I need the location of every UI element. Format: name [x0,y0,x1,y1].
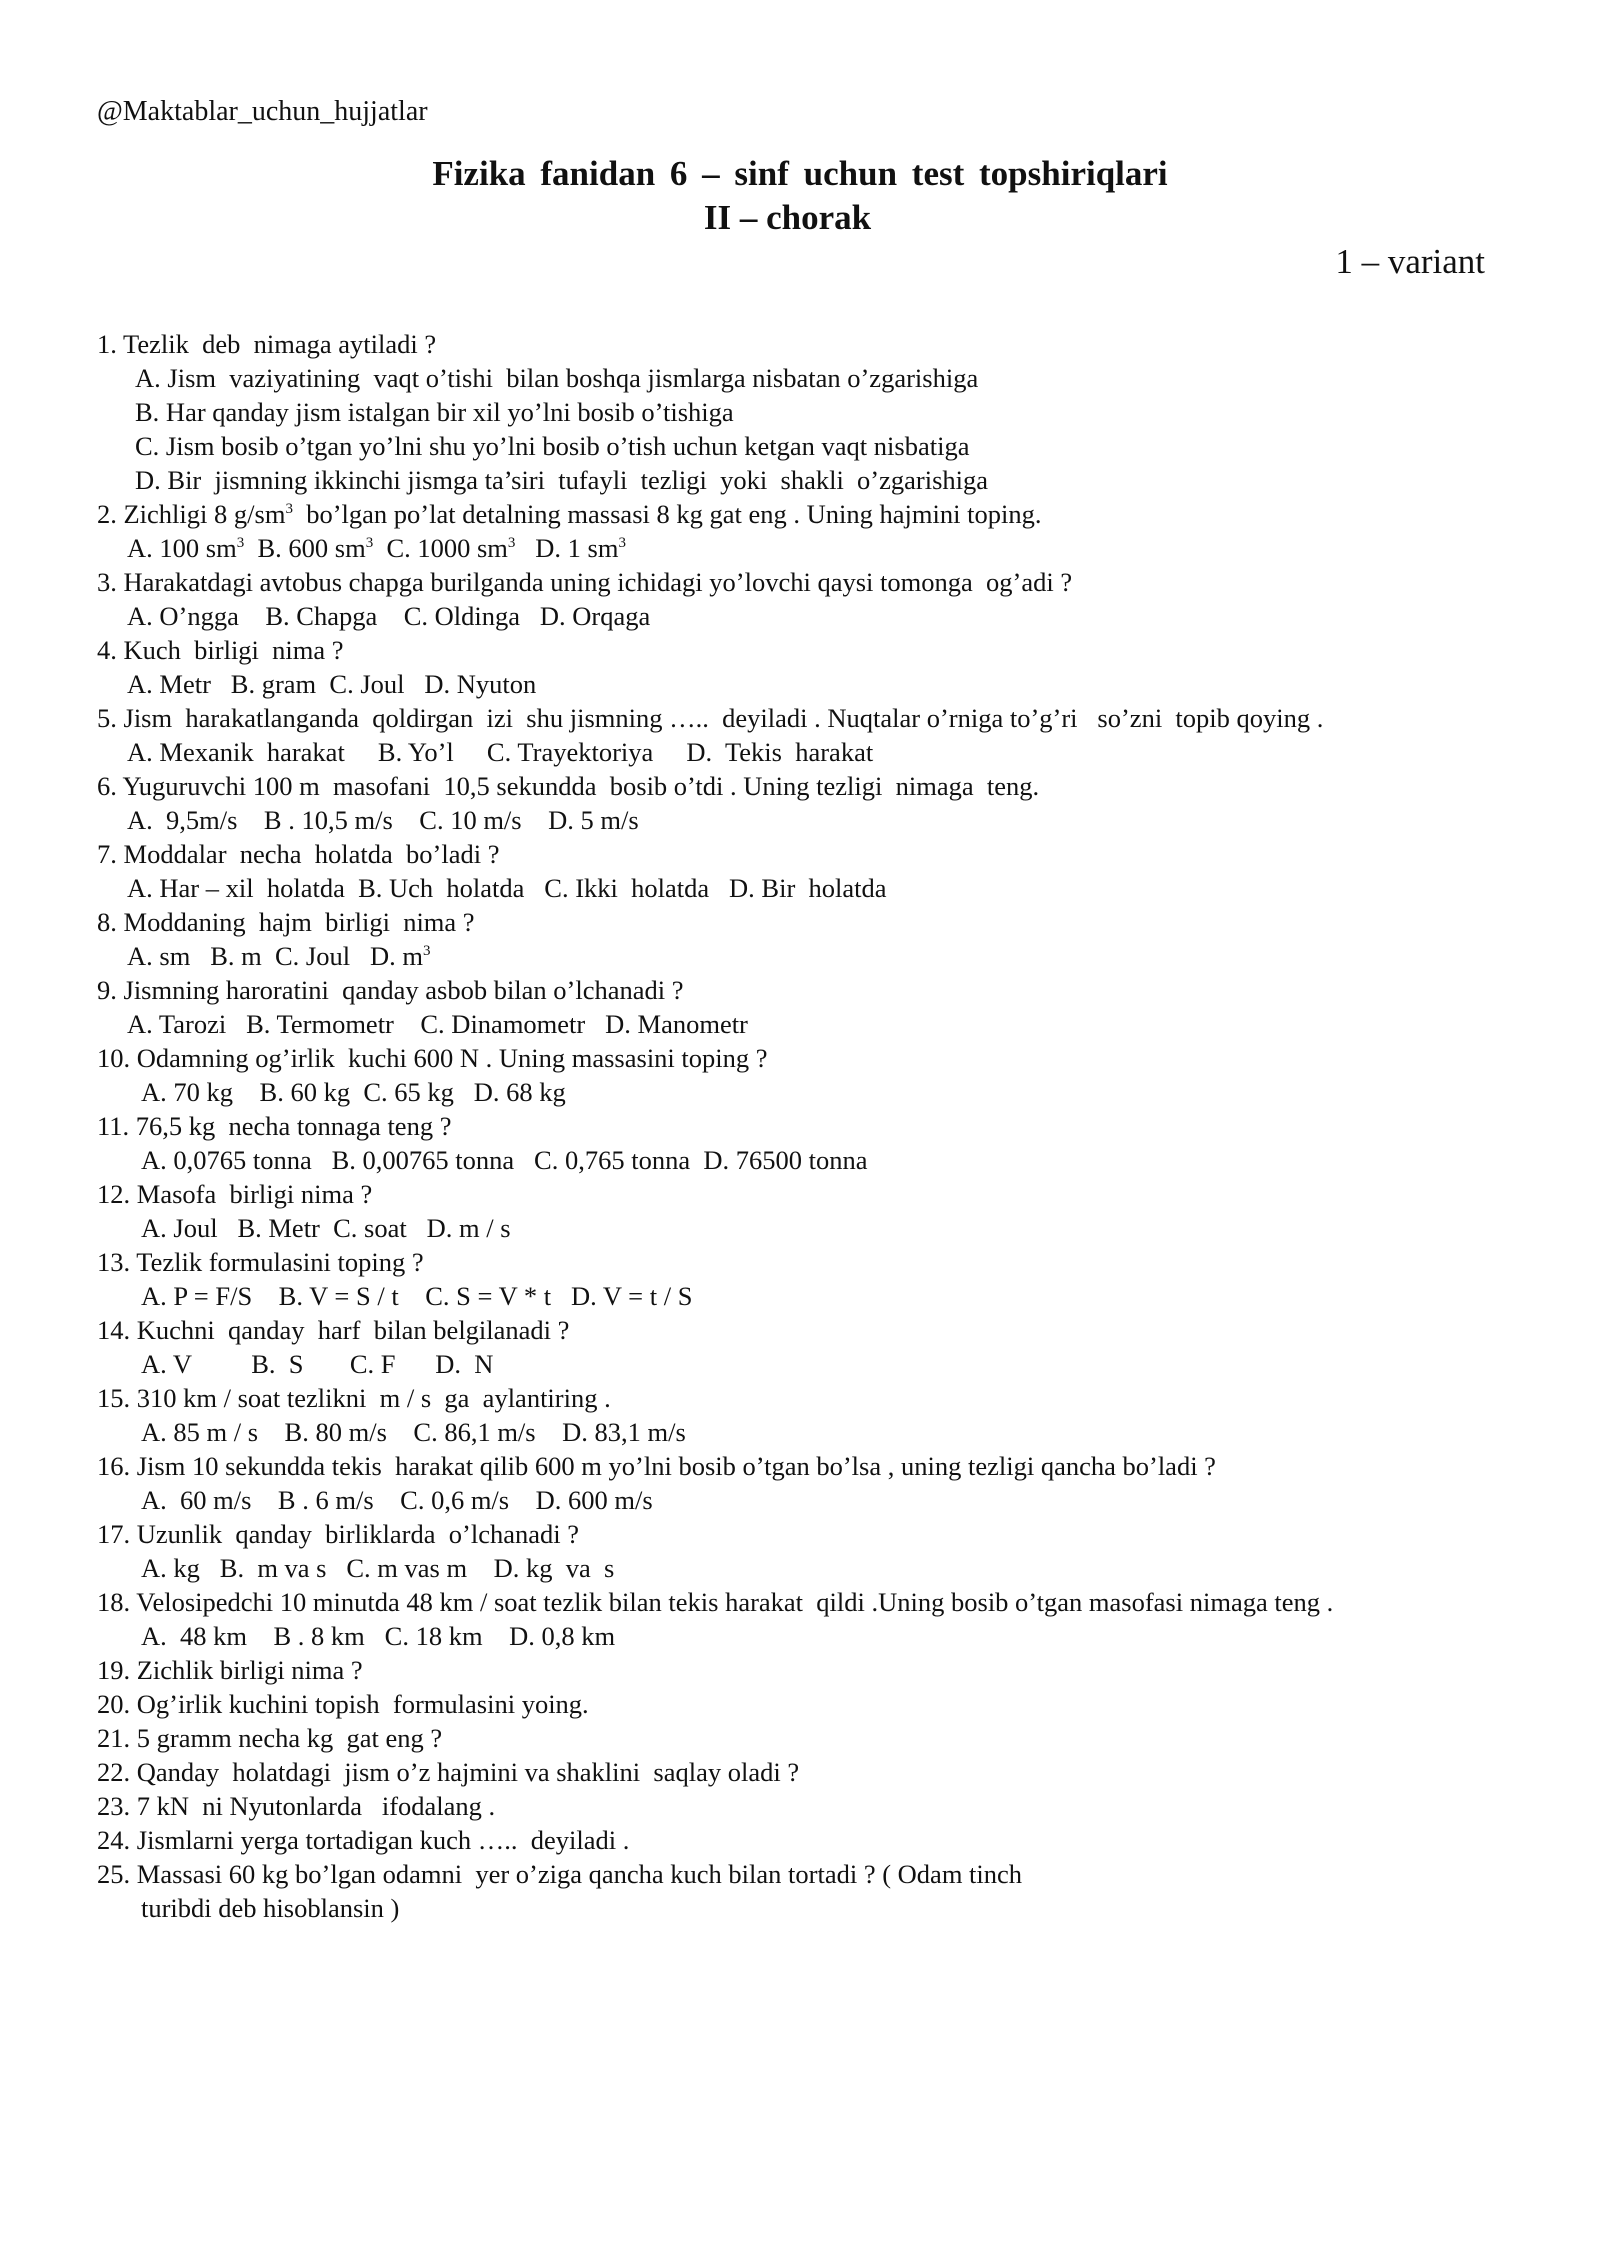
question-line: 16. Jism 10 sekundda tekis harakat qilib 600 m yo’lni bosib o’tgan bo’lsa , uning tezligi qancha bo’ladi ? [97,1451,1216,1481]
variant-label: 1 – variant [1335,242,1485,281]
question-line: 9. Jismning haroratini qanday asbob bilan o’lchanadi ? [97,975,684,1005]
question-line: 4. Kuch birligi nima ? [97,635,344,665]
question-line: 2. Zichligi 8 $g/sm^3$ bo’lgan po’lat detalning massasi 8 kg gat eng . Uning hajmini toping. [97,499,1042,529]
answer-line: A. sm B. m C. Joul D. $m^3$ [127,941,431,971]
question-line: 8. Moddaning hajm birligi nima ? [97,907,475,937]
question-line: 13. Tezlik formulasini toping ? [97,1247,424,1277]
answer-line: A. O’ngga B. Chapga C. Oldinga D. Orqaga [127,601,651,631]
question-line: 23. 7 kN ni Nyutonlarda ifodalang . [97,1791,496,1821]
question-line: 24. Jismlarni yerga tortadigan kuch ….. deyiladi . [97,1825,630,1855]
answer-line: A. Jism vaziyatining vaqt o’tishi bilan boshqa jismlarga nisbatan o’zgarishiga [135,363,979,393]
question-line: 17. Uzunlik qanday birliklarda o’lchanadi ? [97,1519,579,1549]
answer-line: A. 70 kg B. 60 kg C. 65 kg D. 68 kg [141,1077,566,1107]
question-list [97,327,1517,1925]
channel-handle: @Maktablar_uchun_hujjatlar [97,96,428,127]
answer-line: A. 0,0765 tonna B. 0,00765 tonna C. 0,765 tonna D. 76500 tonna [141,1145,868,1175]
answer-line: A. Mexanik harakat B. Yo’l C. Trayektoriya D. Tekis harakat [127,737,874,767]
answer-line: A. Tarozi B. Termometr C. Dinamometr D. Manometr [127,1009,748,1039]
question-line: 18. Velosipedchi 10 minutda 48 km / soat tezlik bilan tekis harakat qildi .Uning bosib o’tgan masofasi nimaga teng . [97,1587,1334,1617]
answer-line: A. 100 $sm^3$ B. 600 $sm^3$ C. 1000 $sm^3$ D. 1 $sm^3$ [127,533,626,563]
answer-line: A. V B. S C. F D. N [141,1349,494,1379]
question-line: 12. Masofa birligi nima ? [97,1179,373,1209]
question-line: 14. Kuchni qanday harf bilan belgilanadi ? [97,1315,570,1345]
answer-line: A. 85 m / s B. 80 m/s C. 86,1 m/s D. 83,1 m/s [141,1417,686,1447]
question-line: 19. Zichlik birligi nima ? [97,1655,363,1685]
answer-line: C. Jism bosib o’tgan yo’lni shu yo’lni bosib o’tish uchun ketgan vaqt nisbatiga [135,431,970,461]
document-title: Fizika fanidan 6 – sinf uchun test topshiriqlari [432,154,1168,193]
question-line: 22. Qanday holatdagi jism o’z hajmini va shaklini saqlay oladi ? [97,1757,800,1787]
question-line: 10. Odamning og’irlik kuchi 600 N . Uning massasini toping ? [97,1043,768,1073]
answer-line: A. Metr B. gram C. Joul D. Nyuton [127,669,537,699]
answer-line: A. 60 m/s B . 6 m/s C. 0,6 m/s D. 600 m/s [141,1485,653,1515]
question-line: 21. 5 gramm necha kg gat eng ? [97,1723,443,1753]
answer-line: A. P = F/S B. V = S / t C. S = V * t D. V = t / S [141,1281,693,1311]
question-line: 11. 76,5 kg necha tonnaga teng ? [97,1111,452,1141]
question-line: 6. Yuguruvchi 100 m masofani 10,5 sekundda bosib o’tdi . Uning tezligi nimaga teng. [97,771,1040,801]
answer-line: A. kg B. m va s C. m vas m D. kg va s [141,1553,615,1583]
question-line: 7. Moddalar necha holatda bo’ladi ? [97,839,500,869]
answer-line: A. 9,5m/s B . 10,5 m/s C. 10 m/s D. 5 m/s [127,805,639,835]
answer-line: B. Har qanday jism istalgan bir xil yo’lni bosib o’tishiga [135,397,734,427]
question-line: 5. Jism harakatlanganda qoldirgan izi shu jismning ….. deyiladi . Nuqtalar o’rniga to’g’ri so’zni topib qoying . [97,703,1324,733]
question-line: 1. Tezlik deb nimaga aytiladi ? [97,329,437,359]
answer-line: turibdi deb hisoblansin ) [141,1893,400,1923]
document-subtitle: II – chorak [703,198,872,237]
question-line: 3. Harakatdagi avtobus chapga burilganda uning ichidagi yo’lovchi qaysi tomonga og’adi ? [97,567,1073,597]
answer-line: A. Har – xil holatda B. Uch holatda C. Ikki holatda D. Bir holatda [127,873,887,903]
question-line: 25. Massasi 60 kg bo’lgan odamni yer o’ziga qancha kuch bilan tortadi ? ( Odam tinch [97,1859,1023,1889]
answer-line: A. Joul B. Metr C. soat D. m / s [141,1213,511,1243]
answer-line: A. 48 km B . 8 km C. 18 km D. 0,8 km [141,1621,616,1651]
answer-line: D. Bir jismning ikkinchi jismga ta’siri tufayli tezligi yoki shakli o’zgarishiga [135,465,989,495]
question-line: 20. Og’irlik kuchini topish formulasini yoing. [97,1689,589,1719]
question-line: 15. 310 km / soat tezlikni m / s ga aylantiring . [97,1383,611,1413]
